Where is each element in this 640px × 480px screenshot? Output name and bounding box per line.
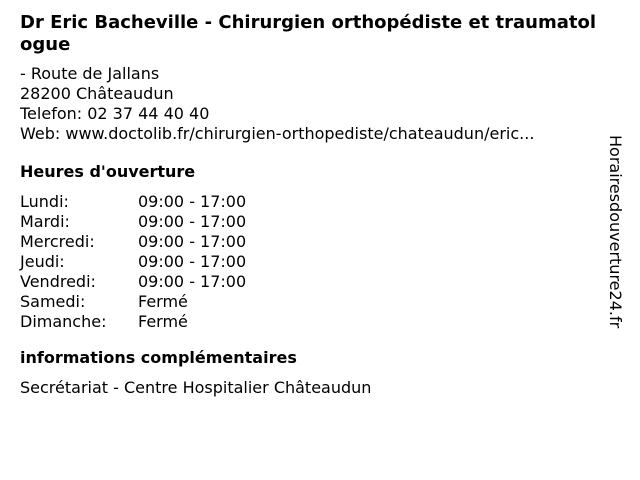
time-value: 09:00 - 17:00 [138, 252, 247, 271]
hours-row [20, 252, 600, 272]
day-label: Jeudi: [20, 252, 65, 271]
city-address: 28200 Châteaudun [20, 84, 174, 103]
hours-row [20, 292, 600, 312]
info-text: Secrétariat - Centre Hospitalier Châteaudun [20, 378, 372, 397]
website-link[interactable]: Web: www.doctolib.fr/chirurgien-orthopediste/chateaudun/eric... [20, 124, 535, 143]
info-heading: informations complémentaires [20, 348, 297, 367]
time-value: Fermé [138, 312, 188, 331]
day-label: Samedi: [20, 292, 86, 311]
business-listing [20, 12, 600, 398]
hours-row [20, 212, 600, 232]
time-value: Fermé [138, 292, 188, 311]
day-label: Mardi: [20, 212, 70, 231]
hours-row [20, 272, 600, 292]
page-title: Dr Eric Bacheville - Chirurgien orthopédiste et traumatologue [20, 12, 597, 55]
day-label: Lundi: [20, 192, 69, 211]
hours-row [20, 312, 600, 332]
day-label: Mercredi: [20, 232, 95, 251]
hours-row [20, 192, 600, 212]
day-label: Dimanche: [20, 312, 107, 331]
time-value: 09:00 - 17:00 [138, 272, 247, 291]
hours-heading: Heures d'ouverture [20, 162, 196, 181]
phone-number[interactable]: Telefon: 02 37 44 40 40 [20, 104, 210, 123]
time-value: 09:00 - 17:00 [138, 232, 247, 251]
hours-row [20, 232, 600, 252]
hours-table [20, 192, 600, 332]
brand-watermark: Horairesdouverture24.fr [606, 135, 625, 329]
time-value: 09:00 - 17:00 [138, 192, 247, 211]
time-value: 09:00 - 17:00 [138, 212, 247, 231]
day-label: Vendredi: [20, 272, 96, 291]
street-address: - Route de Jallans [20, 64, 160, 83]
address-block [20, 64, 600, 144]
